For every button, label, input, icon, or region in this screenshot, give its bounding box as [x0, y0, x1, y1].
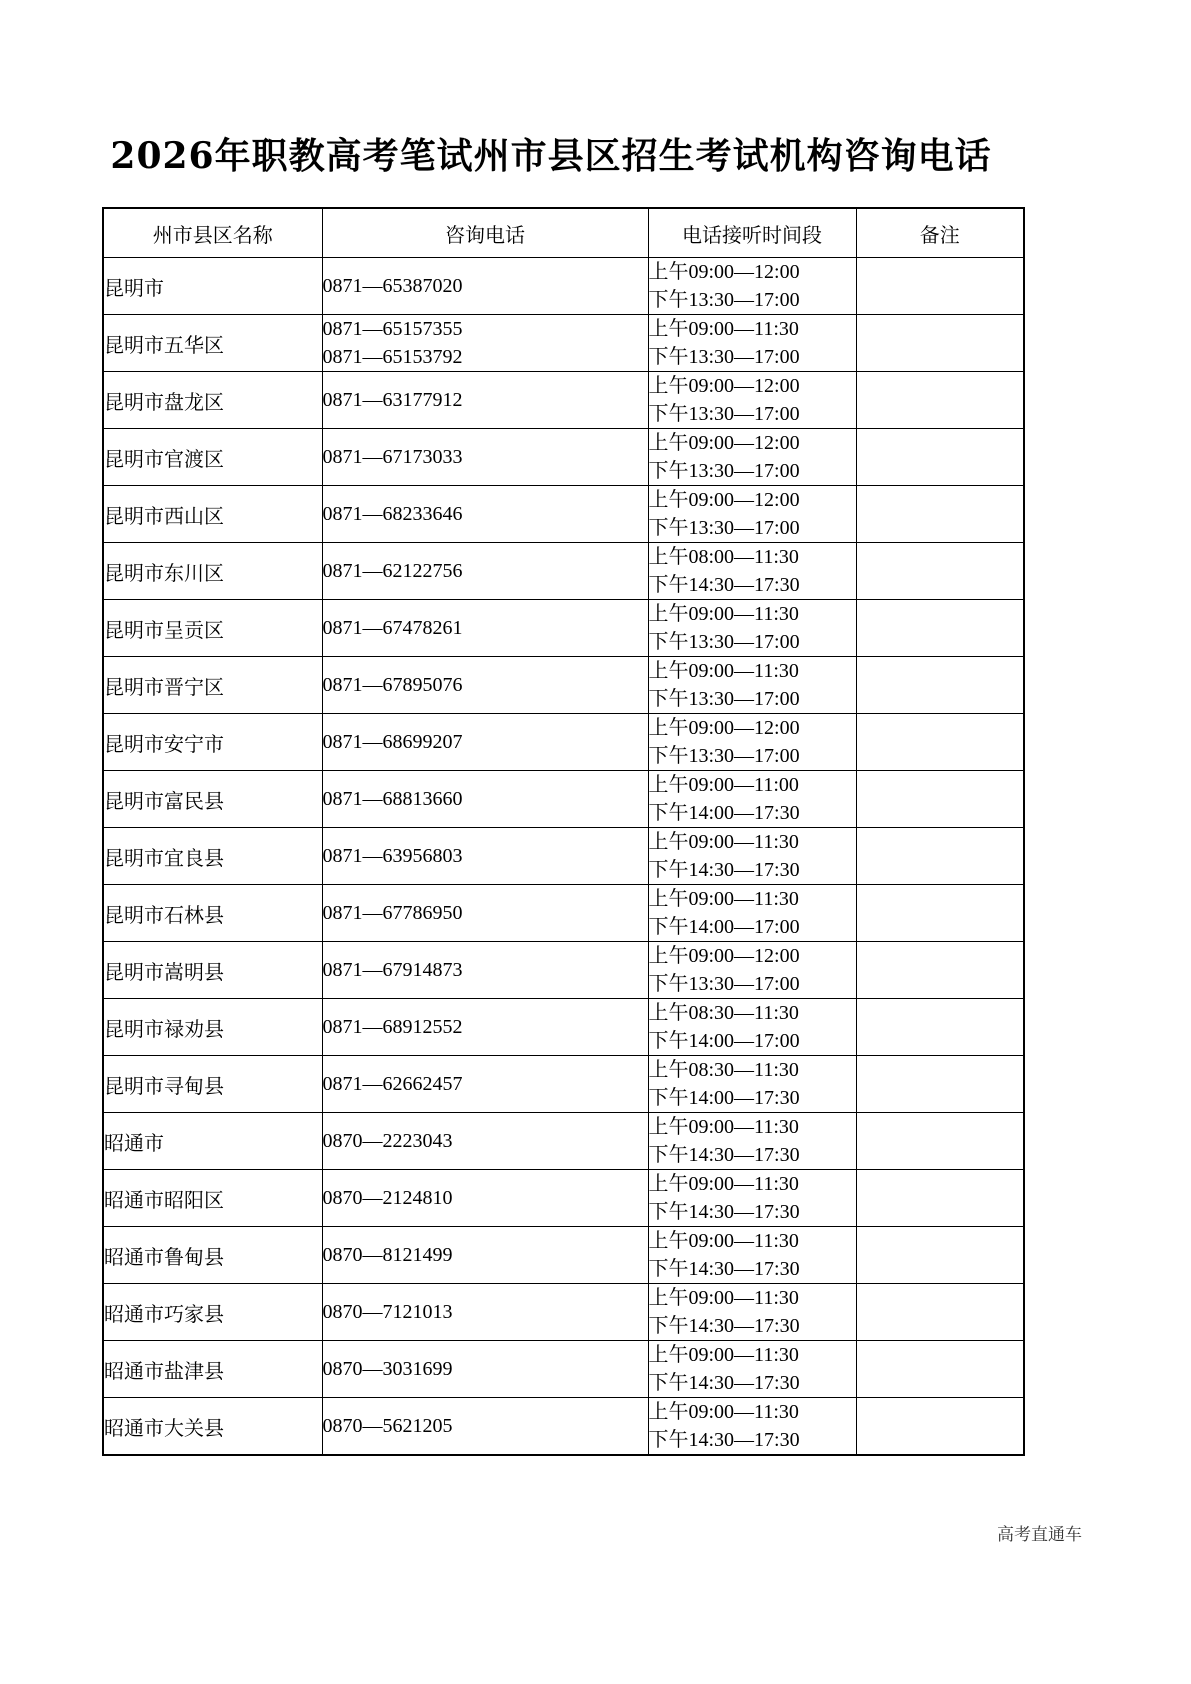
table-row	[103, 1056, 1024, 1113]
note-cell	[856, 258, 1024, 315]
hours-range: 上午08:30—11:30	[648, 1002, 799, 1024]
table-row	[103, 999, 1024, 1056]
phone-cell	[322, 1284, 648, 1341]
note-cell	[856, 486, 1024, 543]
contact-table	[102, 207, 1025, 1456]
region-name-cell: 昆明市寻甸县	[103, 1056, 322, 1113]
hours-range: 下午14:30—17:30	[648, 1372, 800, 1394]
table-row	[103, 1113, 1024, 1170]
note-cell	[856, 1284, 1024, 1341]
hours-range: 下午14:00—17:00	[648, 1030, 800, 1052]
watermark-text: 高考直通车	[997, 1525, 1082, 1545]
hours-range: 下午13:30—17:00	[648, 688, 800, 710]
hours-range: 上午09:00—12:00	[648, 717, 800, 739]
note-cell	[856, 714, 1024, 771]
hours-cell	[648, 942, 856, 999]
region-name-cell: 昆明市西山区	[103, 486, 322, 543]
hours-cell	[648, 999, 856, 1056]
phone-number: 0870—3031699	[322, 1358, 453, 1380]
hours-range: 上午09:00—12:00	[648, 432, 800, 454]
hours-cell	[648, 486, 856, 543]
region-name-cell: 昆明市官渡区	[103, 429, 322, 486]
hours-range: 下午13:30—17:00	[648, 346, 800, 368]
hours-cell	[648, 1170, 856, 1227]
phone-cell	[322, 372, 648, 429]
table-row	[103, 657, 1024, 714]
region-name-cell: 昭通市盐津县	[103, 1341, 322, 1398]
hours-cell	[648, 657, 856, 714]
phone-cell	[322, 429, 648, 486]
phone-number: 0871—68912552	[322, 1016, 463, 1038]
note-cell	[856, 1227, 1024, 1284]
hours-range: 上午09:00—12:00	[648, 489, 800, 511]
hours-range: 上午09:00—12:00	[648, 945, 800, 967]
note-cell	[856, 429, 1024, 486]
phone-cell	[322, 600, 648, 657]
hours-cell	[648, 429, 856, 486]
phone-cell	[322, 942, 648, 999]
table-row	[103, 600, 1024, 657]
hours-range: 下午13:30—17:00	[648, 973, 800, 995]
note-cell	[856, 600, 1024, 657]
region-name-cell: 昆明市宜良县	[103, 828, 322, 885]
table-row	[103, 1227, 1024, 1284]
phone-number: 0870—2124810	[322, 1187, 453, 1209]
table-row	[103, 1398, 1024, 1456]
table-row	[103, 258, 1024, 315]
hours-cell	[648, 1341, 856, 1398]
phone-number: 0871—67895076	[322, 674, 463, 696]
hours-range: 下午14:30—17:30	[648, 1429, 800, 1451]
hours-range: 上午09:00—11:30	[648, 318, 799, 340]
note-cell	[856, 657, 1024, 714]
region-name-cell: 昆明市嵩明县	[103, 942, 322, 999]
hours-range: 上午09:00—11:30	[648, 1173, 799, 1195]
phone-number: 0871—67173033	[322, 446, 463, 468]
page-title: 2026年职教高考笔试州市县区招生考试机构咨询电话	[110, 135, 992, 177]
phone-number: 0871—68233646	[322, 503, 463, 525]
table-body	[103, 258, 1024, 1456]
hours-range: 下午14:30—17:30	[648, 1315, 800, 1337]
phone-number: 0871—68813660	[322, 788, 463, 810]
hours-cell	[648, 1398, 856, 1456]
phone-cell	[322, 885, 648, 942]
hours-range: 上午09:00—11:30	[648, 1230, 799, 1252]
note-cell	[856, 1056, 1024, 1113]
phone-cell	[322, 315, 648, 372]
hours-range: 上午09:00—11:30	[648, 1401, 799, 1423]
hours-cell	[648, 1056, 856, 1113]
table-row	[103, 486, 1024, 543]
header-note: 备注	[856, 208, 1024, 258]
hours-cell	[648, 1227, 856, 1284]
hours-range: 下午13:30—17:00	[648, 289, 800, 311]
table-row	[103, 1284, 1024, 1341]
note-cell	[856, 1113, 1024, 1170]
region-name-cell: 昭通市鲁甸县	[103, 1227, 322, 1284]
table-row	[103, 942, 1024, 999]
phone-number: 0871—63177912	[322, 389, 463, 411]
phone-number: 0870—8121499	[322, 1244, 453, 1266]
hours-range: 上午09:00—11:30	[648, 1344, 799, 1366]
phone-number: 0871—68699207	[322, 731, 463, 753]
hours-range: 上午09:00—11:00	[648, 774, 799, 796]
region-name-cell: 昆明市呈贡区	[103, 600, 322, 657]
phone-cell	[322, 999, 648, 1056]
hours-range: 下午13:30—17:00	[648, 460, 800, 482]
hours-cell	[648, 543, 856, 600]
phone-cell	[322, 657, 648, 714]
phone-number: 0871—65157355	[322, 318, 463, 340]
hours-cell	[648, 828, 856, 885]
phone-cell	[322, 1227, 648, 1284]
hours-cell	[648, 258, 856, 315]
hours-range: 下午13:30—17:00	[648, 631, 800, 653]
hours-range: 下午14:00—17:00	[648, 916, 800, 938]
region-name-cell: 昆明市	[103, 258, 322, 315]
region-name-cell: 昆明市盘龙区	[103, 372, 322, 429]
note-cell	[856, 942, 1024, 999]
hours-range: 下午13:30—17:00	[648, 517, 800, 539]
hours-range: 下午14:00—17:30	[648, 802, 800, 824]
phone-cell	[322, 1341, 648, 1398]
region-name-cell: 昆明市五华区	[103, 315, 322, 372]
note-cell	[856, 372, 1024, 429]
hours-cell	[648, 600, 856, 657]
note-cell	[856, 771, 1024, 828]
phone-number: 0871—62662457	[322, 1073, 463, 1095]
note-cell	[856, 1398, 1024, 1456]
hours-range: 下午14:30—17:30	[648, 1201, 800, 1223]
hours-range: 下午14:00—17:30	[648, 1087, 800, 1109]
hours-range: 下午13:30—17:00	[648, 403, 800, 425]
region-name-cell: 昭通市昭阳区	[103, 1170, 322, 1227]
table-row	[103, 885, 1024, 942]
region-name-cell: 昭通市	[103, 1113, 322, 1170]
table-row	[103, 315, 1024, 372]
hours-range: 下午14:30—17:30	[648, 574, 800, 596]
hours-range: 下午14:30—17:30	[648, 1258, 800, 1280]
phone-cell	[322, 1398, 648, 1456]
note-cell	[856, 999, 1024, 1056]
note-cell	[856, 828, 1024, 885]
phone-number: 0870—5621205	[322, 1415, 453, 1437]
phone-number: 0871—67786950	[322, 902, 463, 924]
phone-number: 0870—7121013	[322, 1301, 453, 1323]
table-row	[103, 771, 1024, 828]
phone-cell	[322, 258, 648, 315]
table-row	[103, 429, 1024, 486]
hours-cell	[648, 372, 856, 429]
table-row	[103, 1341, 1024, 1398]
note-cell	[856, 315, 1024, 372]
hours-range: 上午08:00—11:30	[648, 546, 799, 568]
note-cell	[856, 1341, 1024, 1398]
phone-number: 0871—62122756	[322, 560, 463, 582]
table-row	[103, 1170, 1024, 1227]
hours-range: 上午08:30—11:30	[648, 1059, 799, 1081]
hours-range: 下午14:30—17:30	[648, 1144, 800, 1166]
hours-range: 上午09:00—11:30	[648, 603, 799, 625]
table-row	[103, 714, 1024, 771]
phone-number: 0871—65387020	[322, 275, 463, 297]
phone-number: 0870—2223043	[322, 1130, 453, 1152]
region-name-cell: 昭通市巧家县	[103, 1284, 322, 1341]
phone-cell	[322, 1113, 648, 1170]
hours-range: 上午09:00—11:30	[648, 660, 799, 682]
phone-cell	[322, 828, 648, 885]
region-name-cell: 昆明市晋宁区	[103, 657, 322, 714]
hours-range: 上午09:00—11:30	[648, 1287, 799, 1309]
hours-range: 上午09:00—12:00	[648, 261, 800, 283]
hours-cell	[648, 771, 856, 828]
region-name-cell: 昆明市禄劝县	[103, 999, 322, 1056]
header-phone: 咨询电话	[322, 208, 648, 258]
hours-range: 上午09:00—11:30	[648, 831, 799, 853]
phone-number: 0871—63956803	[322, 845, 463, 867]
hours-range: 上午09:00—12:00	[648, 375, 800, 397]
hours-range: 上午09:00—11:30	[648, 888, 799, 910]
region-name-cell: 昆明市石林县	[103, 885, 322, 942]
table-row	[103, 372, 1024, 429]
hours-range: 上午09:00—11:30	[648, 1116, 799, 1138]
header-region-name: 州市县区名称	[103, 208, 322, 258]
hours-cell	[648, 1113, 856, 1170]
hours-cell	[648, 714, 856, 771]
table-row	[103, 543, 1024, 600]
hours-cell	[648, 885, 856, 942]
header-hours: 电话接听时间段	[648, 208, 856, 258]
hours-range: 下午14:30—17:30	[648, 859, 800, 881]
phone-number: 0871—67478261	[322, 617, 463, 639]
region-name-cell: 昆明市安宁市	[103, 714, 322, 771]
phone-number: 0871—67914873	[322, 959, 463, 981]
table-header-row	[103, 208, 1024, 258]
phone-cell	[322, 1056, 648, 1113]
phone-cell	[322, 771, 648, 828]
table-row	[103, 828, 1024, 885]
hours-cell	[648, 315, 856, 372]
region-name-cell: 昆明市富民县	[103, 771, 322, 828]
phone-cell	[322, 486, 648, 543]
region-name-cell: 昭通市大关县	[103, 1398, 322, 1456]
note-cell	[856, 885, 1024, 942]
region-name-cell: 昆明市东川区	[103, 543, 322, 600]
note-cell	[856, 543, 1024, 600]
hours-range: 下午13:30—17:00	[648, 745, 800, 767]
phone-cell	[322, 714, 648, 771]
phone-cell	[322, 543, 648, 600]
note-cell	[856, 1170, 1024, 1227]
hours-cell	[648, 1284, 856, 1341]
phone-cell	[322, 1170, 648, 1227]
phone-number: 0871—65153792	[322, 346, 463, 368]
